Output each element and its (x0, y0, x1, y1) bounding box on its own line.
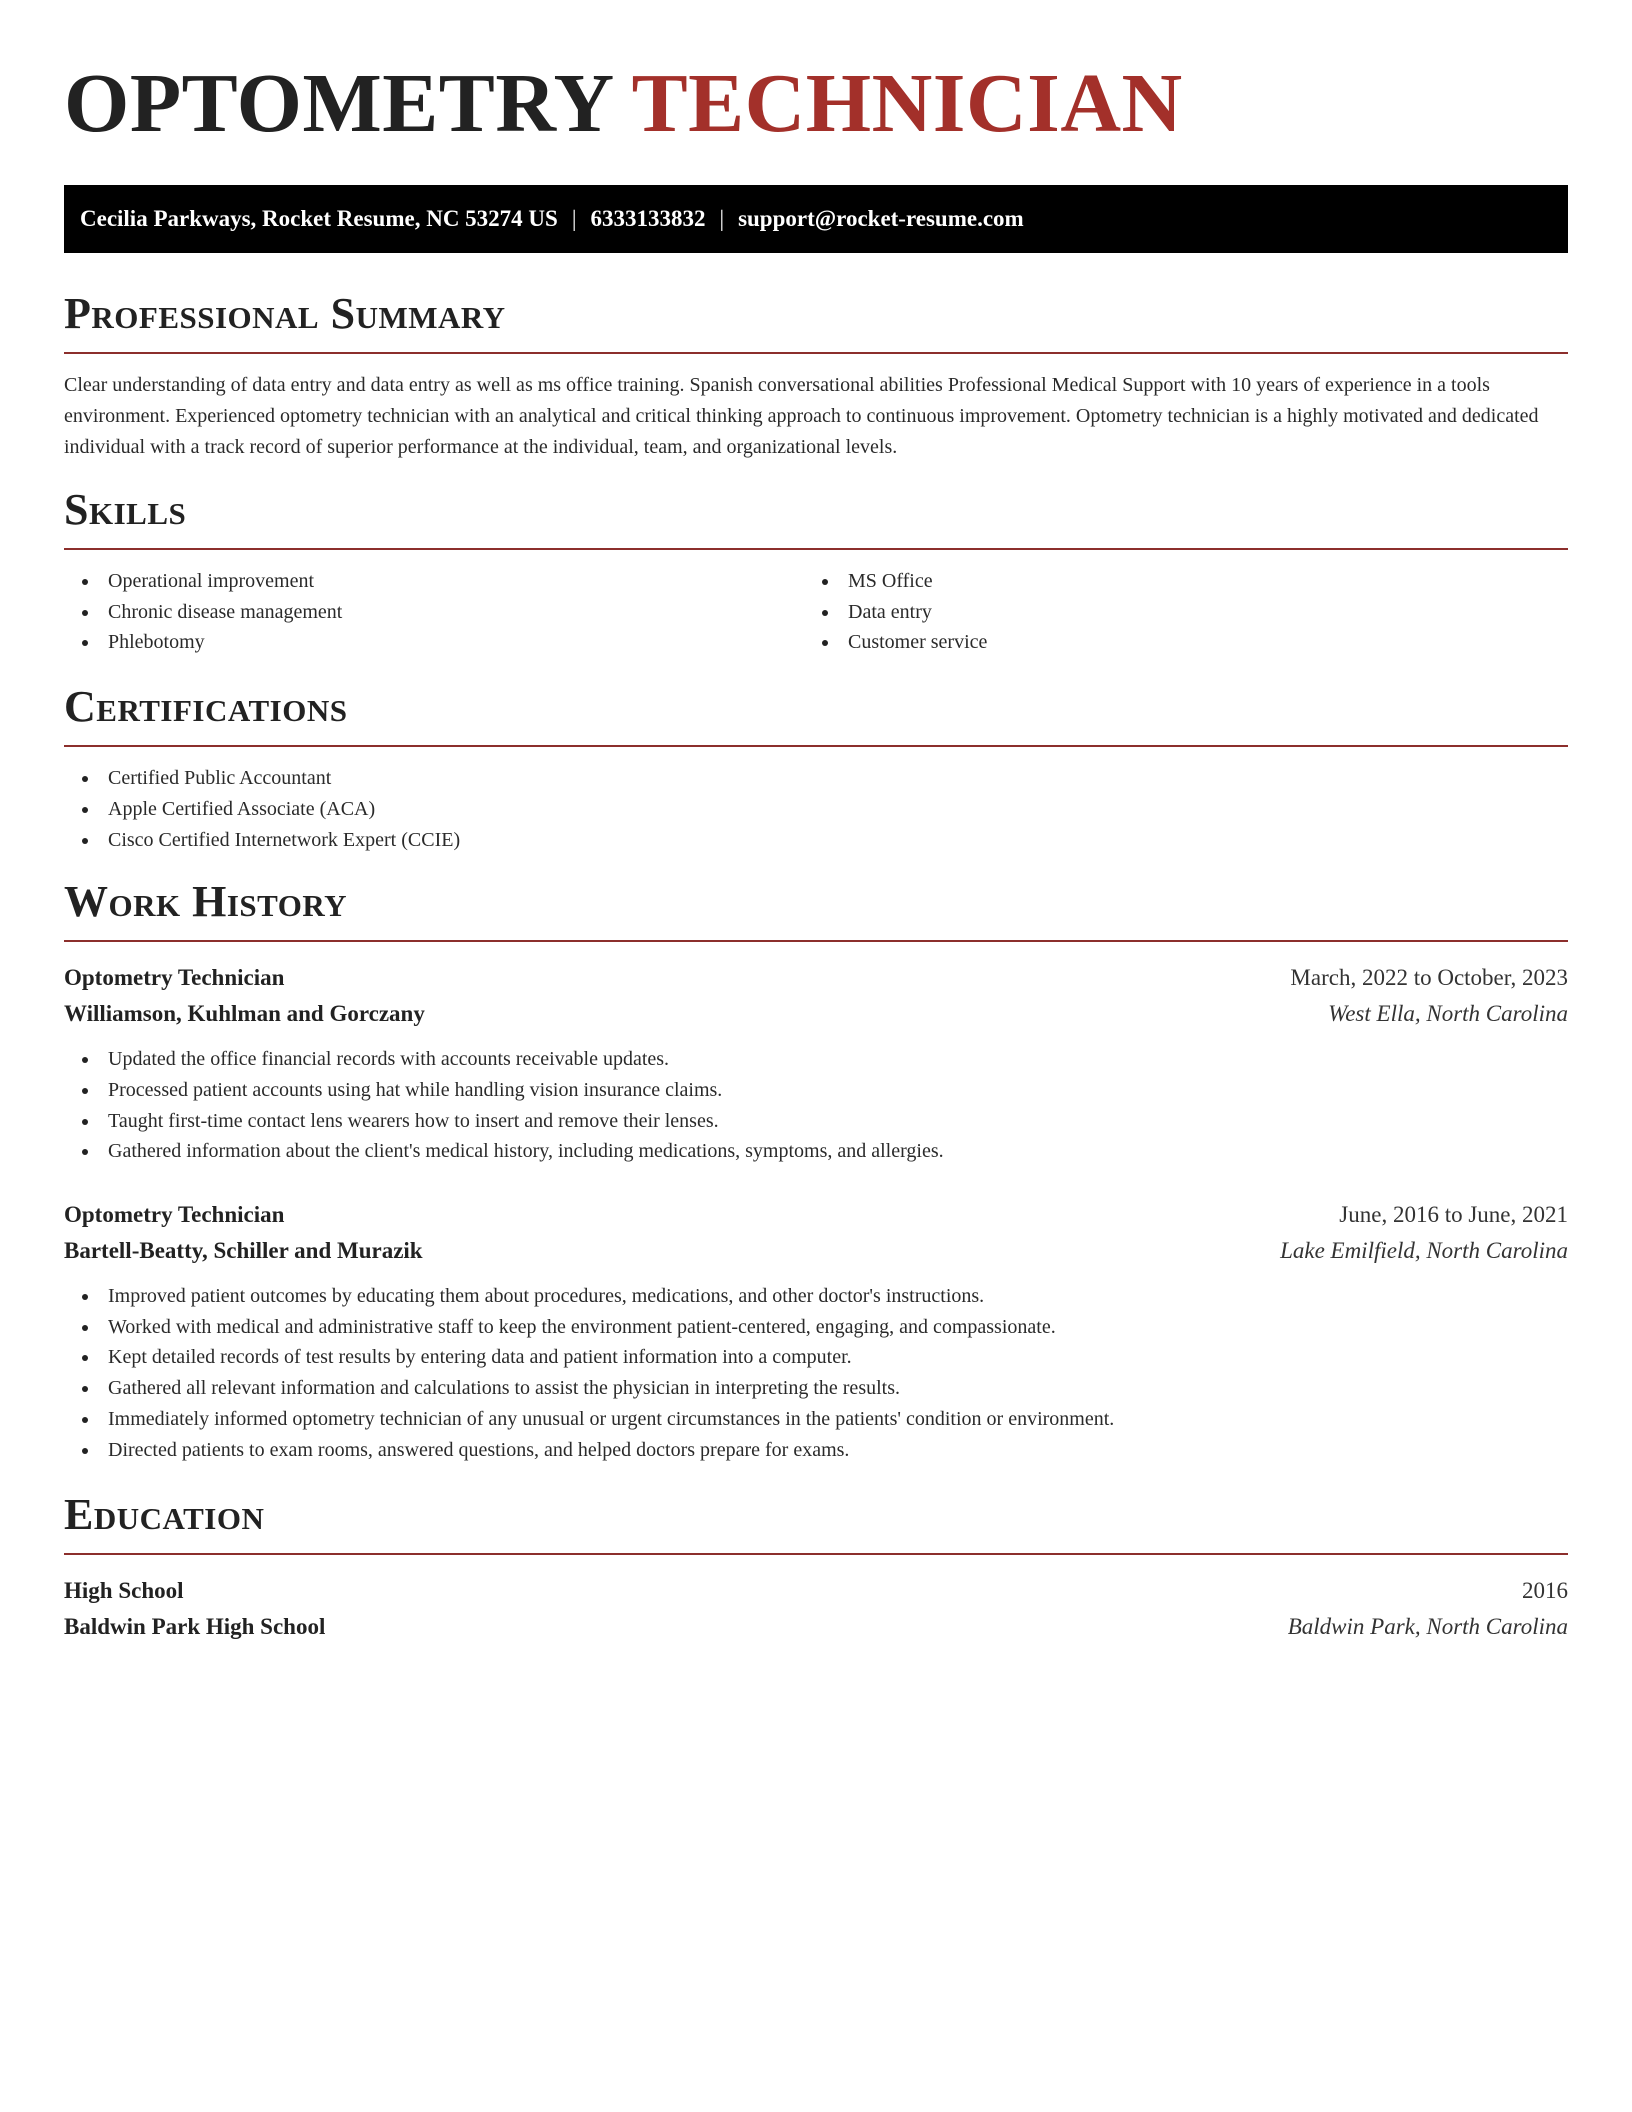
contact-bar (64, 185, 1568, 253)
job-title: Optometry Technician (64, 965, 285, 991)
job-bullet: Improved patient outcomes by educating them about procedures, medications, and other doctor's instructions. (64, 1281, 1568, 1312)
job-bullet: Kept detailed records of test results by entering data and patient information into a computer. (64, 1342, 1568, 1373)
section-skills (64, 484, 1568, 658)
skill-item: Chronic disease management (64, 597, 804, 628)
job-bullet: Immediately informed optometry technician of any unusual or urgent circumstances in the patients' condition or environment. (64, 1404, 1568, 1435)
job-entry (64, 1197, 1568, 1465)
title-part-2: TECHNICIAN (631, 57, 1183, 150)
certification-item: Cisco Certified Internetwork Expert (CCIE) (64, 825, 1568, 856)
certification-item: Certified Public Accountant (64, 763, 1568, 794)
job-bullet: Taught first-time contact lens wearers how to insert and remove their lenses. (64, 1106, 1568, 1137)
section-professional-summary (64, 288, 1568, 463)
skill-item: Data entry (804, 597, 1544, 628)
job-bullet: Directed patients to exam rooms, answered questions, and helped doctors prepare for exams. (64, 1435, 1568, 1466)
job-company: Bartell-Beatty, Schiller and Murazik (64, 1238, 423, 1264)
summary-text: Clear understanding of data entry and data entry as well as ms office training. Spanish conversational abilities Professional Medical Support with 10 years of experience in a tools environment. Experienced optometry technician with an analytical and critical thinking approach to continuous improvement. Optometry technician is a highly motivated and dedicated individual with a track record of superior performance at the individual, team, and organizational levels. (64, 374, 1539, 458)
section-heading: Education (64, 1490, 265, 1540)
skill-item: Operational improvement (64, 566, 804, 597)
contact-address: Cecilia Parkways, Rocket Resume, NC 53274 US (80, 206, 558, 231)
job-location: Lake Emilfield, North Carolina (1280, 1238, 1568, 1264)
skill-item: Customer service (804, 627, 1544, 658)
contact-phone: 6333133832 (590, 206, 706, 231)
title-part-1: OPTOMETRY (64, 57, 612, 150)
skills-column-2 (804, 566, 1544, 658)
job-header-row (64, 1197, 1568, 1233)
section-heading: Work History (64, 877, 348, 927)
education-entry (64, 1573, 1568, 1645)
section-divider (64, 352, 1568, 354)
skill-item: Phlebotomy (64, 627, 804, 658)
job-dates: June, 2016 to June, 2021 (1339, 1202, 1568, 1228)
job-bullet: Gathered all relevant information and calculations to assist the physician in interpreting the results. (64, 1373, 1568, 1404)
job-company: Williamson, Kuhlman and Gorczany (64, 1001, 425, 1027)
job-dates: March, 2022 to October, 2023 (1290, 965, 1568, 991)
contact-email: support@rocket-resume.com (738, 206, 1024, 231)
certification-item: Apple Certified Associate (ACA) (64, 794, 1568, 825)
education-year: 2016 (1522, 1578, 1568, 1604)
section-heading: Skills (64, 485, 187, 534)
certifications-list (64, 763, 1568, 855)
section-divider (64, 745, 1568, 747)
education-degree: High School (64, 1578, 184, 1604)
skills-grid (64, 550, 1568, 658)
section-education (64, 1489, 1568, 1645)
job-company-row (64, 996, 1568, 1032)
skill-item: MS Office (804, 566, 1544, 597)
job-bullet: Processed patient accounts using hat while handling vision insurance claims. (64, 1075, 1568, 1106)
education-school: Baldwin Park High School (64, 1614, 326, 1640)
section-work-history (64, 876, 1568, 1465)
section-heading: Professional Summary (64, 289, 506, 338)
job-bullets (64, 1281, 1568, 1465)
contact-separator: | (571, 206, 577, 231)
job-bullets (64, 1044, 1568, 1167)
education-school-row (64, 1609, 1568, 1645)
resume-title (64, 0, 1568, 153)
job-bullet: Updated the office financial records with accounts receivable updates. (64, 1044, 1568, 1075)
job-bullet: Worked with medical and administrative staff to keep the environment patient-centered, engaging, and compassionate. (64, 1312, 1568, 1343)
skills-column-1 (64, 566, 804, 658)
job-bullet: Gathered information about the client's medical history, including medications, symptoms, and allergies. (64, 1136, 1568, 1167)
contact-separator: | (719, 206, 725, 231)
job-title: Optometry Technician (64, 1202, 285, 1228)
job-company-row (64, 1233, 1568, 1269)
job-header-row (64, 960, 1568, 996)
job-location: West Ella, North Carolina (1328, 1001, 1568, 1027)
section-divider (64, 1553, 1568, 1555)
education-header-row (64, 1573, 1568, 1609)
section-heading: Certifications (64, 682, 348, 732)
job-entry (64, 960, 1568, 1167)
education-location: Baldwin Park, North Carolina (1287, 1614, 1568, 1640)
section-certifications (64, 681, 1568, 855)
section-divider (64, 940, 1568, 942)
